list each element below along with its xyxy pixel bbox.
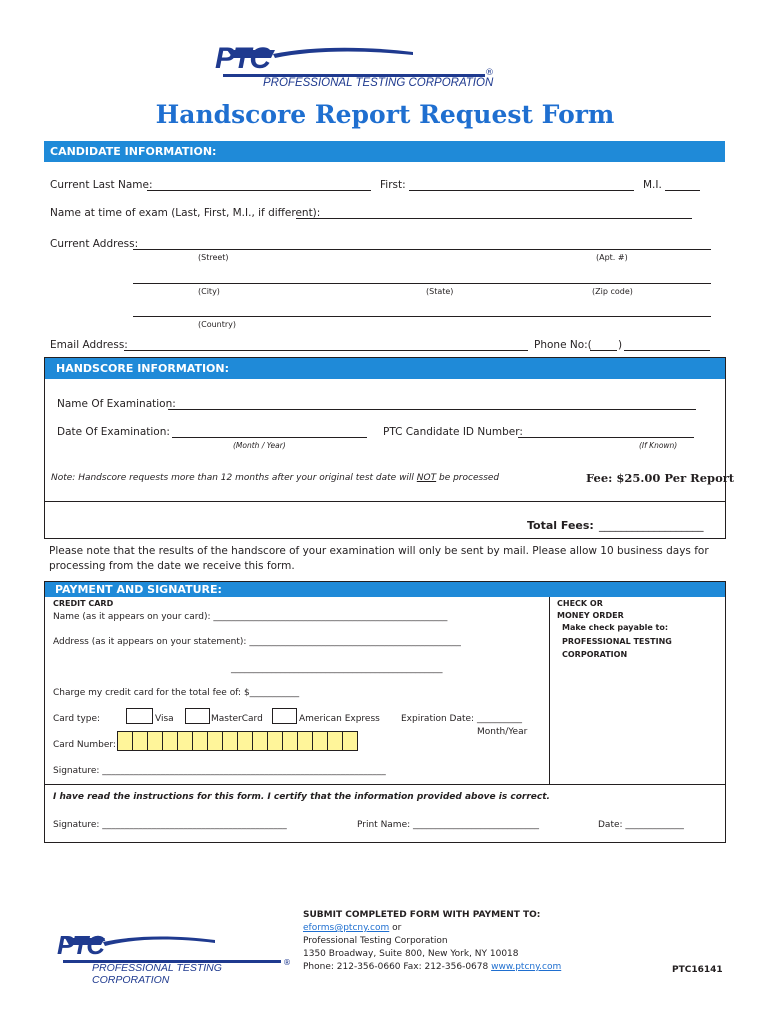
card-digit-cell[interactable]: [118, 732, 133, 750]
date-field[interactable]: Date: _____________: [598, 820, 684, 830]
expiration-date-field[interactable]: Expiration Date: __________: [401, 714, 522, 724]
card-number-field[interactable]: [117, 731, 358, 751]
billing-address-line2-field[interactable]: _______________________________________________: [231, 664, 443, 674]
mastercard-checkbox[interactable]: [185, 708, 210, 724]
payee-line1: PROFESSIONAL TESTING: [562, 637, 672, 646]
make-check-label: Make check payable to:: [562, 623, 669, 632]
note-prefix: Note: Handscore requests more than 12 months after your original test date will: [51, 473, 417, 483]
email-or: or: [389, 923, 402, 933]
billing-address-field[interactable]: Address (as it appears on your statement): _______________________________________________: [53, 637, 461, 647]
charge-amount-field[interactable]: Charge my credit card for the total fee of: $___________: [53, 688, 300, 698]
phone-number-field[interactable]: [624, 350, 710, 351]
footer-logo-company: PROFESSIONAL TESTING CORPORATION: [92, 962, 222, 986]
note-not: NOT: [416, 473, 437, 483]
fee-amount: Fee: $25.00 Per Report: [586, 471, 735, 485]
card-digit-cell[interactable]: [298, 732, 313, 750]
street-field[interactable]: [133, 249, 711, 250]
header-logo: [213, 44, 513, 94]
zip-hint: (Zip code): [592, 287, 633, 296]
first-name-field[interactable]: [409, 190, 634, 191]
check-or-label: CHECK OR: [557, 599, 603, 608]
certify-divider: [45, 784, 725, 785]
candidate-section-header: CANDIDATE INFORMATION:: [44, 141, 725, 162]
email-line: [303, 923, 401, 933]
payee-line2: CORPORATION: [562, 650, 628, 659]
address-label: Current Address:: [50, 238, 139, 250]
card-digit-cell[interactable]: [253, 732, 268, 750]
last-name-field[interactable]: [147, 190, 371, 191]
footer-registered-mark: ®: [283, 958, 291, 967]
candidate-id-label: PTC Candidate ID Number:: [383, 426, 523, 438]
name-on-card-field[interactable]: Name (as it appears on your card): ____________________________________________________: [53, 612, 448, 622]
handscore-section-header: HANDSCORE INFORMATION:: [45, 358, 725, 379]
card-digit-cell[interactable]: [283, 732, 298, 750]
card-digit-cell[interactable]: [163, 732, 178, 750]
city-state-zip-field[interactable]: [133, 283, 711, 284]
card-digit-cell[interactable]: [223, 732, 238, 750]
name-at-exam-label: Name at time of exam (Last, First, M.I., if different):: [50, 207, 321, 219]
registered-mark: ®: [485, 68, 494, 78]
mi-field[interactable]: [665, 190, 700, 191]
last-name-label: Current Last Name:: [50, 179, 153, 191]
card-type-label: Card type:: [53, 714, 101, 724]
country-hint: (Country): [198, 320, 237, 329]
late-request-note: [51, 473, 499, 483]
mi-label: M.I.: [643, 179, 662, 191]
money-order-label: MONEY ORDER: [557, 611, 624, 620]
card-digit-cell[interactable]: [148, 732, 163, 750]
mastercard-label: MasterCard: [211, 714, 263, 724]
certification-statement: I have read the instructions for this form. I certify that the information provided above is correct.: [53, 792, 550, 802]
card-digit-cell[interactable]: [208, 732, 223, 750]
exam-date-field[interactable]: [172, 437, 367, 438]
page-title: Handscore Report Request Form: [155, 100, 615, 129]
footer-address: 1350 Broadway, Suite 800, New York, NY 10018: [303, 949, 519, 959]
footer-phone: Phone: 212-356-0660 Fax: 212-356-0678: [303, 962, 492, 972]
candidate-id-field[interactable]: [518, 437, 694, 438]
footer-company: Professional Testing Corporation: [303, 936, 448, 946]
payment-section-header: PAYMENT AND SIGNATURE:: [45, 582, 725, 597]
card-digit-cell[interactable]: [238, 732, 253, 750]
note-suffix: be processed: [436, 473, 500, 483]
phone-area-code-field[interactable]: [590, 350, 617, 351]
country-field[interactable]: [133, 316, 711, 317]
footer-logo-brand: PTC: [57, 930, 103, 960]
header-logo-brand: PTC: [215, 42, 269, 75]
state-hint: (State): [426, 287, 454, 296]
street-hint: (Street): [198, 253, 229, 262]
certification-signature-field[interactable]: Signature: _________________________________________: [53, 820, 287, 830]
card-digit-cell[interactable]: [313, 732, 328, 750]
email-link[interactable]: eforms@ptcny.com: [303, 923, 390, 933]
handscore-section: [44, 357, 726, 539]
total-fees-divider: [45, 501, 725, 502]
mail-processing-note: Please note that the results of the handscore of your examination will only be sent by mail. Please allow 10 business days for processing from the date we receive this form.: [49, 545, 709, 572]
card-digit-cell[interactable]: [133, 732, 148, 750]
exam-date-label: Date Of Examination:: [57, 426, 170, 438]
form-code: PTC16141: [672, 965, 723, 975]
card-number-label: Card Number:: [53, 740, 116, 750]
website-link[interactable]: www.ptcny.com: [491, 962, 562, 972]
card-digit-cell[interactable]: [178, 732, 193, 750]
print-name-field[interactable]: Print Name: ____________________________: [357, 820, 540, 830]
amex-checkbox[interactable]: [272, 708, 297, 724]
month-year-label: Month/Year: [477, 727, 528, 737]
visa-label: Visa: [155, 714, 174, 724]
month-year-hint: (Month / Year): [233, 441, 286, 450]
total-fees-label: Total Fees:: [527, 519, 594, 532]
phone-label: Phone No:(: [534, 339, 592, 351]
credit-card-label: CREDIT CARD: [53, 599, 114, 608]
name-at-exam-field[interactable]: [296, 218, 692, 219]
card-signature-field[interactable]: Signature: _______________________________________________________________: [53, 766, 386, 776]
amex-label: American Express: [299, 714, 380, 724]
card-digit-cell[interactable]: [193, 732, 208, 750]
visa-checkbox[interactable]: [126, 708, 153, 724]
exam-name-label: Name Of Examination:: [57, 398, 176, 410]
email-field[interactable]: [124, 350, 528, 351]
footer-phone-line: [303, 962, 561, 972]
card-digit-cell[interactable]: [268, 732, 283, 750]
apt-hint: (Apt. #): [596, 253, 628, 262]
if-known-hint: (If Known): [639, 441, 678, 450]
total-fees-field[interactable]: ___________________: [599, 519, 704, 532]
city-hint: (City): [198, 287, 220, 296]
footer-logo: [55, 930, 295, 986]
header-logo-company: PROFESSIONAL TESTING CORPORATION: [263, 77, 494, 89]
exam-name-field[interactable]: [168, 409, 696, 410]
first-name-label: First:: [380, 179, 406, 191]
email-label: Email Address:: [50, 339, 128, 351]
phone-paren: ): [618, 339, 623, 351]
payment-column-divider: [549, 597, 550, 785]
submit-heading: SUBMIT COMPLETED FORM WITH PAYMENT TO:: [303, 910, 541, 920]
card-digit-cell[interactable]: [328, 732, 343, 750]
